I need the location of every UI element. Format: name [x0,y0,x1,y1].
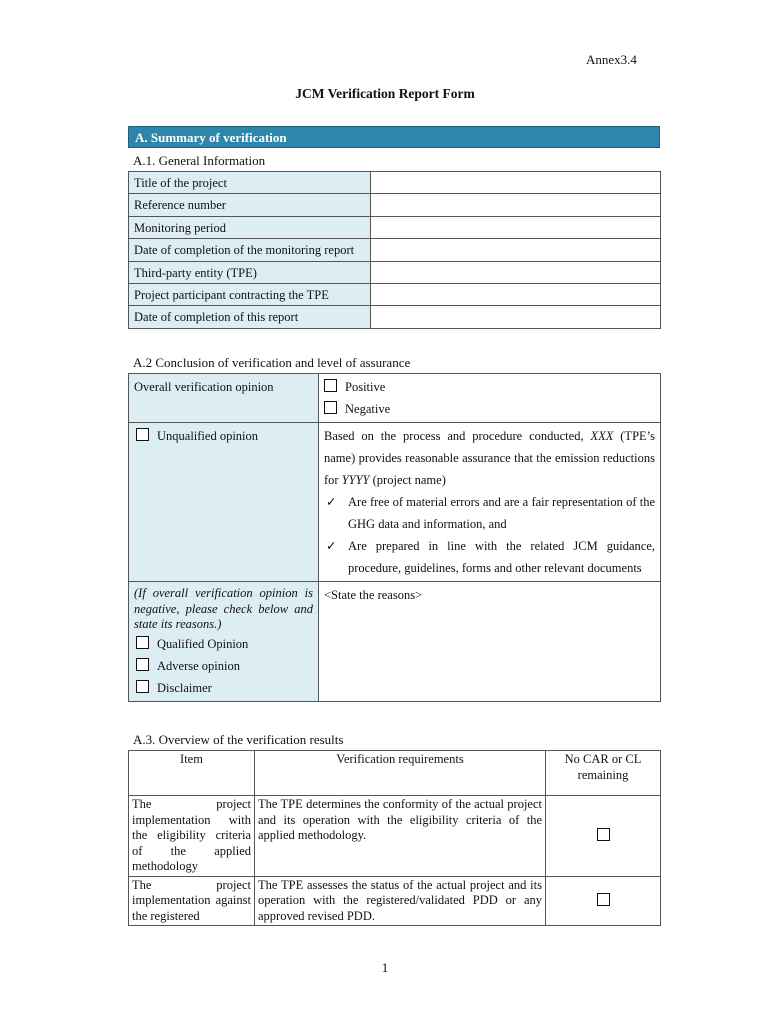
no-car-cell [546,876,661,926]
check-item [324,535,655,579]
checkbox-icon[interactable] [324,379,337,392]
project-placeholder: YYYY [341,473,370,487]
col-header-no-car: No CAR or CL remaining [546,751,661,796]
qualified-label: Qualified Opinion [157,636,249,651]
check-item [324,491,655,535]
bullet-text: Are prepared in line with the related JCM guidance, procedure, guidelines, forms and other relevant documents [348,539,655,575]
overall-opinion-label: Overall verification opinion [134,380,274,394]
section-a-header: A. Summary of verification [128,126,660,148]
table-row [129,582,661,702]
monitoring-report-date-field[interactable] [371,239,661,261]
adverse-option[interactable] [134,655,313,677]
row-label: Date of completion of the monitoring report [129,239,371,261]
assurance-statement [324,425,655,491]
form-title: JCM Verification Report Form [295,86,475,101]
reference-number-field[interactable] [371,194,661,216]
checkbox-icon[interactable] [136,636,149,649]
table-row [129,374,661,423]
conclusion-heading: A.2 Conclusion of verification and level of assurance [133,355,411,370]
negative-opinion-cell [129,582,319,702]
qualified-option[interactable] [134,633,313,655]
overview-heading: A.3. Overview of the verification results [133,732,344,747]
table-row [129,796,661,877]
requirement-cell: The TPE assesses the status of the actual project and its operation with the registered/validated PDD or any approved revised PDD. [255,876,546,926]
table-row [129,876,661,926]
requirement-cell: The TPE determines the conformity of the actual project and its operation with the eligibility criteria of the applied methodology. [255,796,546,877]
project-title-field[interactable] [371,172,661,194]
checkbox-icon[interactable] [324,401,337,414]
negative-option[interactable] [324,398,655,420]
checkbox-icon[interactable] [597,828,610,841]
general-info-table [128,171,661,329]
state-reasons-text: <State the reasons> [324,588,423,602]
statement-suffix: (project name) [369,473,446,487]
statement-prefix: Based on the process and procedure conducted, [324,429,591,443]
row-label: Monitoring period [129,216,371,238]
bullet-text: Are free of material errors and are a fair representation of the GHG data and information, and [348,495,655,531]
checkbox-icon[interactable] [136,680,149,693]
table-row [129,423,661,582]
assurance-statement-cell [319,423,661,582]
disclaimer-option[interactable] [134,677,313,699]
table-row [129,239,661,261]
checkmark-icon: ✓ [326,495,337,509]
col-header-requirements: Verification requirements [255,751,546,796]
unqualified-option[interactable] [134,425,313,447]
unqualified-cell [129,423,319,582]
conclusion-table [128,373,661,702]
checkbox-icon[interactable] [597,893,610,906]
overall-opinion-options [319,374,661,423]
positive-option[interactable] [324,376,655,398]
project-participant-field[interactable] [371,283,661,305]
checkbox-icon[interactable] [136,658,149,671]
monitoring-period-field[interactable] [371,216,661,238]
item-cell: The project implementation with the eligibility criteria of the applied methodology [129,796,255,877]
general-info-heading: A.1. General Information [133,153,266,168]
row-label: Third-party entity (TPE) [129,261,371,283]
checkmark-icon: ✓ [326,539,337,553]
disclaimer-label: Disclaimer [157,680,212,695]
item-cell: The project implementation against the registered [129,876,255,926]
overall-opinion-label-cell [129,374,319,423]
negative-note: (If overall verification opinion is negative, please check below and state its reasons.) [134,586,313,631]
no-car-cell [546,796,661,877]
row-label: Reference number [129,194,371,216]
table-row [129,172,661,194]
tpe-field[interactable] [371,261,661,283]
table-header-row [129,751,661,796]
row-label: Title of the project [129,172,371,194]
row-label: Date of completion of this report [129,306,371,328]
table-row [129,194,661,216]
table-row [129,306,661,328]
table-row [129,261,661,283]
col-header-item: Item [129,751,255,796]
positive-label: Positive [345,380,386,394]
table-row [129,283,661,305]
statement-mid: (TPE’s name) provides reasonable assurance that the emission reductions for [324,429,655,487]
adverse-label: Adverse opinion [157,658,240,673]
page-number: 1 [381,960,389,975]
tpe-placeholder: XXX [590,429,614,443]
overview-table [128,750,661,926]
row-label: Project participant contracting the TPE [129,283,371,305]
reasons-cell[interactable] [319,582,661,702]
negative-label: Negative [345,402,391,416]
table-row [129,216,661,238]
report-completion-date-field[interactable] [371,306,661,328]
unqualified-label: Unqualified opinion [157,429,259,443]
checkbox-icon[interactable] [136,428,149,441]
annex-number: Annex3.4 [586,52,637,67]
